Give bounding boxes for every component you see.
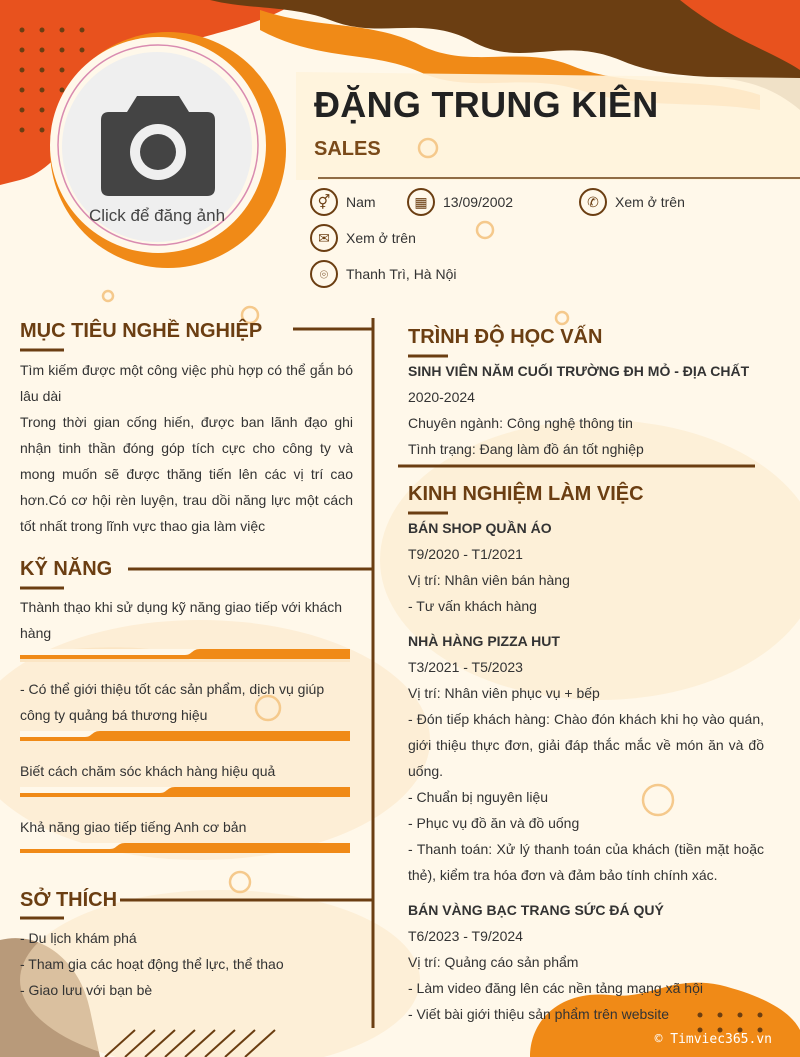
experience-job-1 bbox=[408, 515, 764, 619]
gender-value: Nam bbox=[346, 194, 376, 210]
job-period: T3/2021 - T5/2023 bbox=[408, 659, 523, 675]
hobby-item: - Tham gia các hoạt động thể lực, thể thao bbox=[20, 956, 284, 972]
contact-email bbox=[310, 224, 416, 252]
skill-bar-4 bbox=[20, 843, 350, 853]
education-title: TRÌNH ĐỘ HỌC VẤN bbox=[408, 326, 603, 348]
camera-icon bbox=[99, 92, 217, 196]
skill-item-2: - Có thể giới thiệu tốt các sản phẩm, dịch vụ giúp công ty quảng bá thương hiệu bbox=[20, 681, 325, 723]
experience-job-3 bbox=[408, 897, 764, 1027]
education-section bbox=[408, 358, 768, 462]
hobbies-list bbox=[20, 925, 350, 1003]
avatar-upload-label: Click để đăng ảnh bbox=[88, 206, 226, 225]
job-line: - Tư vấn khách hàng bbox=[408, 598, 537, 614]
job-line: - Phục vụ đồ ăn và đồ uống bbox=[408, 815, 580, 831]
address-value: Thanh Trì, Hà Nội bbox=[346, 266, 457, 282]
contact-birthday bbox=[407, 188, 513, 216]
job-line: Vị trí: Nhân viên phục vụ + bếp bbox=[408, 685, 600, 701]
skill-item-4: Khả năng giao tiếp tiếng Anh cơ bản bbox=[20, 819, 247, 835]
contact-address bbox=[310, 260, 457, 288]
phone-value: Xem ở trên bbox=[615, 194, 685, 210]
skill-bar-3 bbox=[20, 787, 350, 797]
job-line: - Đón tiếp khách hàng: Chào đón khách khi họ vào quán, giới thiệu thực đơn, giải đáp thắc mắc về món ăn và đồ uống. bbox=[408, 711, 764, 779]
full-name: ĐẶNG TRUNG KIÊN bbox=[314, 84, 659, 125]
job-company: NHÀ HÀNG PIZZA HUT bbox=[408, 633, 560, 649]
job-period: T9/2020 - T1/2021 bbox=[408, 546, 523, 562]
objective-paragraph-2: Trong thời gian cống hiến, được ban lãnh đạo ghi nhận tinh thần đóng góp tích cực cho công ty và mong muốn sẽ được thăng tiến lên các vị trí cao hơn.Có cơ hội rèn luyện, trau dồi năng lực một cách tốt nhất trong lĩnh vực thao gia làm việc bbox=[20, 414, 353, 534]
gender-icon: ⚥ bbox=[310, 188, 338, 216]
objective-section bbox=[20, 357, 353, 539]
calendar-icon: ▦ bbox=[407, 188, 435, 216]
job-line: Vị trí: Nhân viên bán hàng bbox=[408, 572, 570, 588]
objective-paragraph-1: Tìm kiếm được một công việc phù hợp có thể gắn bó lâu dài bbox=[20, 362, 353, 404]
email-value: Xem ở trên bbox=[346, 230, 416, 246]
birthday-value: 13/09/2002 bbox=[443, 194, 514, 210]
avatar-upload[interactable] bbox=[62, 52, 252, 242]
job-line: - Làm video đăng lên các nền tảng mạng xã hội bbox=[408, 980, 703, 996]
job-title: SALES bbox=[314, 138, 381, 160]
job-company: BÁN SHOP QUẦN ÁO bbox=[408, 520, 552, 536]
education-major: Chuyên ngành: Công nghệ thông tin bbox=[408, 415, 633, 431]
skill-bar-2 bbox=[20, 731, 350, 741]
skill-item-1: Thành thạo khi sử dụng kỹ năng giao tiếp với khách hàng bbox=[20, 599, 343, 641]
job-period: T6/2023 - T9/2024 bbox=[408, 928, 523, 944]
experience-job-2 bbox=[408, 628, 764, 888]
job-line: - Thanh toán: Xử lý thanh toán của khách (tiền mặt hoặc thẻ), kiểm tra hóa đơn và đảm bảo tính chính xác. bbox=[408, 841, 764, 883]
hobbies-title: SỞ THÍCH bbox=[20, 889, 118, 911]
job-company: BÁN VÀNG BẠC TRANG SỨC ĐÁ QUÝ bbox=[408, 902, 664, 918]
education-school: SINH VIÊN NĂM CUỐI TRƯỜNG ĐH MỎ - ĐỊA CHẤT bbox=[408, 363, 750, 379]
footer-copyright: © Timviec365.vn bbox=[654, 1032, 772, 1047]
education-years: 2020-2024 bbox=[408, 389, 475, 405]
experience-title: KINH NGHIỆM LÀM VIỆC bbox=[408, 483, 644, 505]
email-icon: ✉ bbox=[310, 224, 338, 252]
education-status: Tình trạng: Đang làm đồ án tốt nghiệp bbox=[408, 441, 644, 457]
skill-bar-1 bbox=[20, 649, 350, 659]
skills-title: KỸ NĂNG bbox=[20, 558, 113, 580]
job-line: - Viết bài giới thiệu sản phẩm trên website bbox=[408, 1006, 670, 1022]
contact-phone bbox=[579, 188, 685, 216]
job-line: - Chuẩn bị nguyên liệu bbox=[408, 789, 549, 805]
contact-gender bbox=[310, 188, 376, 216]
job-line: Vị trí: Quảng cáo sản phẩm bbox=[408, 954, 579, 970]
location-pin-icon: ⌾ bbox=[310, 260, 338, 288]
hobby-item: - Du lịch khám phá bbox=[20, 930, 137, 946]
objective-title: MỤC TIÊU NGHỀ NGHIỆP bbox=[20, 320, 263, 342]
skill-item-3: Biết cách chăm sóc khách hàng hiệu quả bbox=[20, 763, 276, 779]
hobby-item: - Giao lưu với bạn bè bbox=[20, 982, 153, 998]
phone-icon: ✆ bbox=[579, 188, 607, 216]
